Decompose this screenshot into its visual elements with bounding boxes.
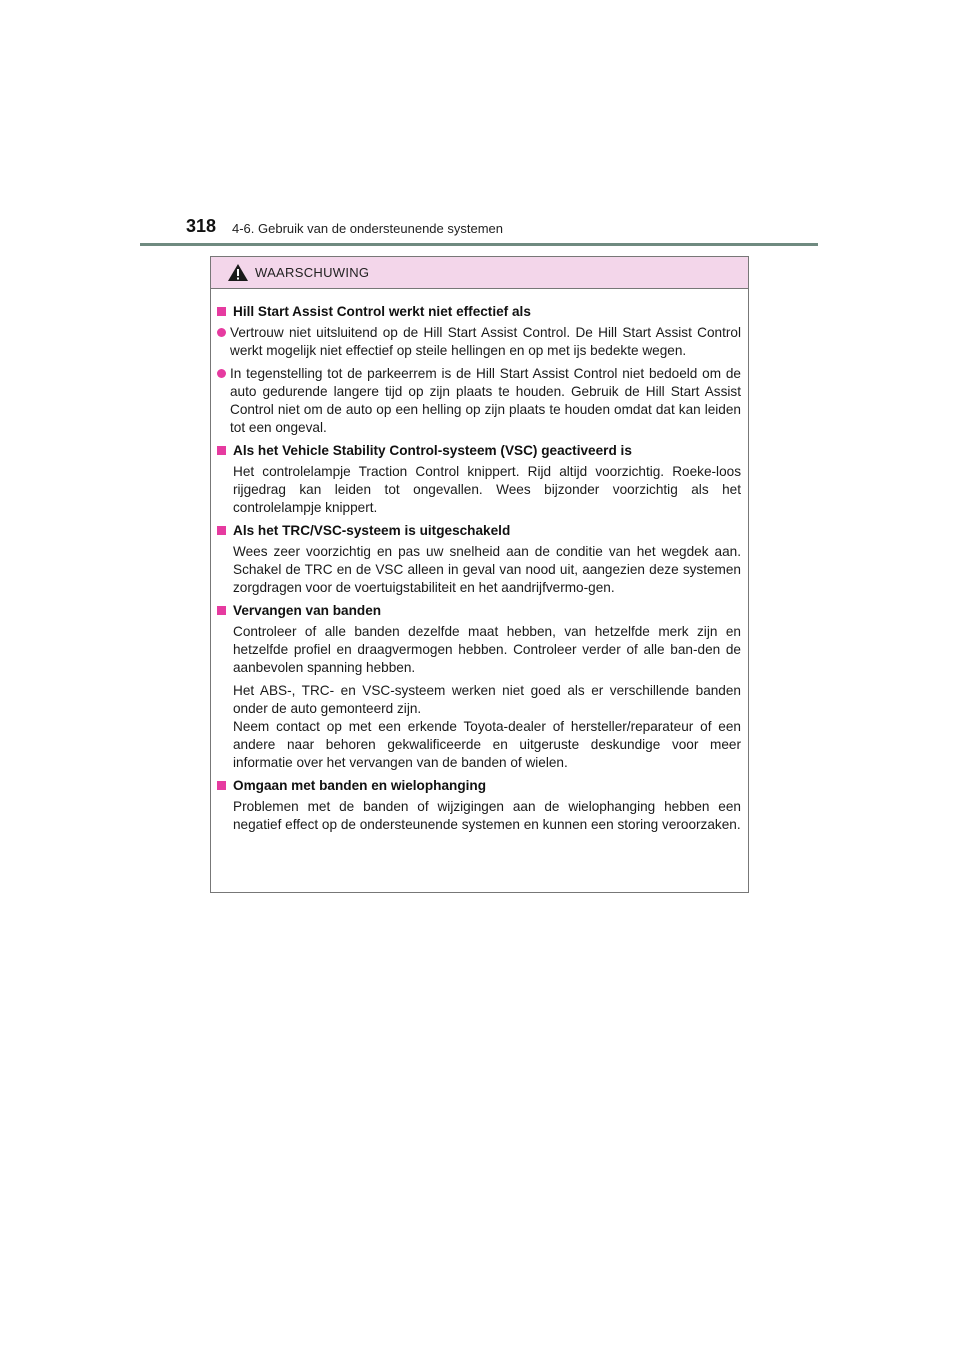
section-heading-text: Als het TRC/VSC-systeem is uitgeschakeld (233, 523, 511, 538)
paragraph: Neem contact op met een erkende Toyota-dealer of hersteller/reparateur of een andere naar behoren gekwalificeerde en uitgeruste deskundige voor meer informatie over het vervangen van de banden of wielen. (233, 719, 741, 770)
square-bullet-icon (217, 606, 226, 615)
page-number: 318 (186, 216, 217, 236)
section-heading (217, 303, 741, 321)
section-tires-suspension (217, 777, 741, 834)
section-hill-start (217, 303, 741, 437)
paragraph: Controleer of alle banden dezelfde maat hebben, van hetzelfde merk zijn en hetzelfde profiel en draagvermogen hebben. Controleer verder of alle ban-den de aanbevolen spanning hebben. (233, 624, 741, 675)
bullet-text: In tegenstelling tot de parkeerrem is de Hill Start Assist Control niet bedoeld om de auto gedurende langere tijd op zijn plaats te houden. Gebruik de Hill Start Assist Control niet om de auto op een helling op zijn plaats te houden omdat dat kan leiden tot een ongeval. (230, 366, 741, 435)
section-vsc-activated (217, 442, 741, 517)
section-heading-text: Hill Start Assist Control werkt niet effectief als (233, 304, 531, 319)
list-item (217, 324, 741, 360)
dot-bullet-icon (217, 328, 226, 337)
square-bullet-icon (217, 446, 226, 455)
section-heading-text: Vervangen van banden (233, 603, 382, 618)
list-item (217, 365, 741, 437)
warning-triangle-icon (227, 263, 249, 282)
section-heading-text: Als het Vehicle Stability Control-systeem (VSC) geactiveerd is (233, 443, 632, 458)
paragraph: Problemen met de banden of wijzigingen aan de wielophanging hebben een negatief effect op de ondersteunende systemen en kunnen een storing veroorzaken. (233, 799, 741, 832)
section-heading (217, 442, 741, 460)
bullet-text: Vertrouw niet uitsluitend op de Hill Start Assist Control. De Hill Start Assist Control werkt mogelijk niet effectief op steile hellingen en op met ijs bedekte wegen. (230, 325, 741, 358)
header-rule (140, 243, 818, 246)
section-trc-vsc-off (217, 522, 741, 597)
paragraph: Wees zeer voorzichtig en pas uw snelheid aan de conditie van het wegdek aan. Schakel de TRC en de VSC alleen in geval van nood uit, aangezien deze systemen zorgdragen voor de voertuigstabiliteit en het aandrijfvermo-gen. (233, 544, 741, 595)
warning-body (211, 289, 748, 834)
dot-bullet-icon (217, 369, 226, 378)
square-bullet-icon (217, 526, 226, 535)
section-heading (217, 777, 741, 795)
warning-label: WAARSCHUWING (255, 265, 370, 280)
square-bullet-icon (217, 781, 226, 790)
section-heading-text: Omgaan met banden en wielophanging (233, 778, 487, 793)
section-heading (217, 522, 741, 540)
section-tire-replacement (217, 602, 741, 772)
section-heading (217, 602, 741, 620)
paragraph: Het ABS-, TRC- en VSC-systeem werken niet goed als er verschillende banden onder de auto gemonteerd zijn. (233, 683, 741, 716)
square-bullet-icon (217, 307, 226, 316)
warning-box (210, 256, 749, 893)
section-title: 4-6. Gebruik van de ondersteunende systemen (232, 221, 504, 236)
paragraph: Het controlelampje Traction Control knippert. Rijd altijd voorzichtig. Roeke-loos rijgedrag kan leiden tot ongevallen. Wees bijzonder voorzichtig als het controlelampje knippert. (233, 464, 741, 515)
warning-header (211, 257, 748, 289)
